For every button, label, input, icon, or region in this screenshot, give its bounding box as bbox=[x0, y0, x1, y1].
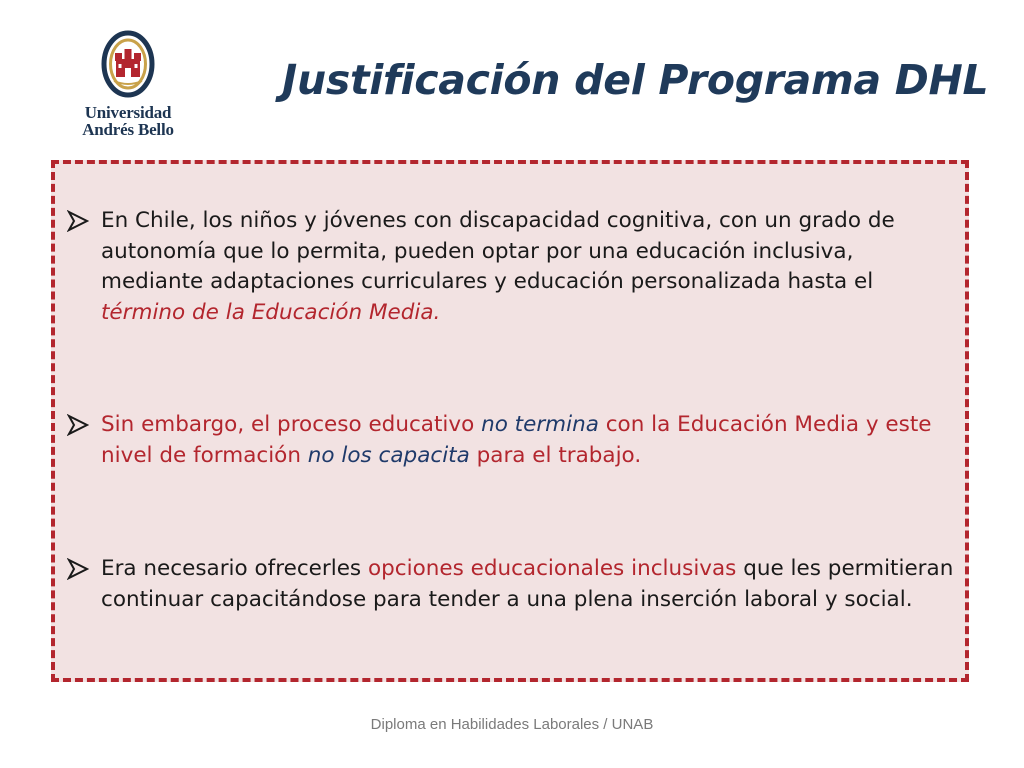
bullet-emphasis: término de la Educación Media. bbox=[101, 299, 441, 325]
university-logo bbox=[66, 26, 190, 144]
bullet-item bbox=[101, 206, 961, 328]
bullet-text: En Chile, los niños y jóvenes con discapacidad cognitiva, con un grado de autonomía que lo permita, pueden optar por una educación inclusiva, mediante adaptaciones curriculares y educación personalizada hasta el bbox=[101, 208, 895, 294]
bullet-emphasis: no los capacita bbox=[307, 442, 470, 468]
slide-footer: Diploma en Habilidades Laborales / UNAB bbox=[370, 716, 654, 733]
arrow-bullet-icon bbox=[67, 558, 89, 580]
bullet-text: para el trabajo. bbox=[469, 442, 642, 468]
logo-line-1: Universidad bbox=[84, 103, 172, 122]
arrow-bullet-icon bbox=[67, 210, 89, 232]
slide-title: Justificación del Programa DHL bbox=[282, 56, 989, 104]
bullet-emphasis: opciones educacionales inclusivas bbox=[367, 556, 737, 581]
bullet-item bbox=[101, 554, 961, 615]
bullet-text: con la Educación Media y este nivel de formación bbox=[101, 412, 932, 468]
bullet-text: que les permitieran continuar capacitándose para tender a una plena inserción laboral y social. bbox=[101, 556, 954, 612]
bullet-text: Sin embargo, el proceso educativo bbox=[101, 412, 482, 437]
arrow-bullet-icon bbox=[67, 414, 89, 436]
content-box bbox=[51, 160, 969, 682]
bullet-item bbox=[101, 410, 961, 471]
university-crest-icon bbox=[98, 26, 158, 104]
bullet-emphasis: no termina bbox=[481, 412, 599, 437]
bullet-text: Era necesario ofrecerles bbox=[101, 556, 368, 581]
logo-line-2: Andrés Bello bbox=[82, 120, 174, 139]
